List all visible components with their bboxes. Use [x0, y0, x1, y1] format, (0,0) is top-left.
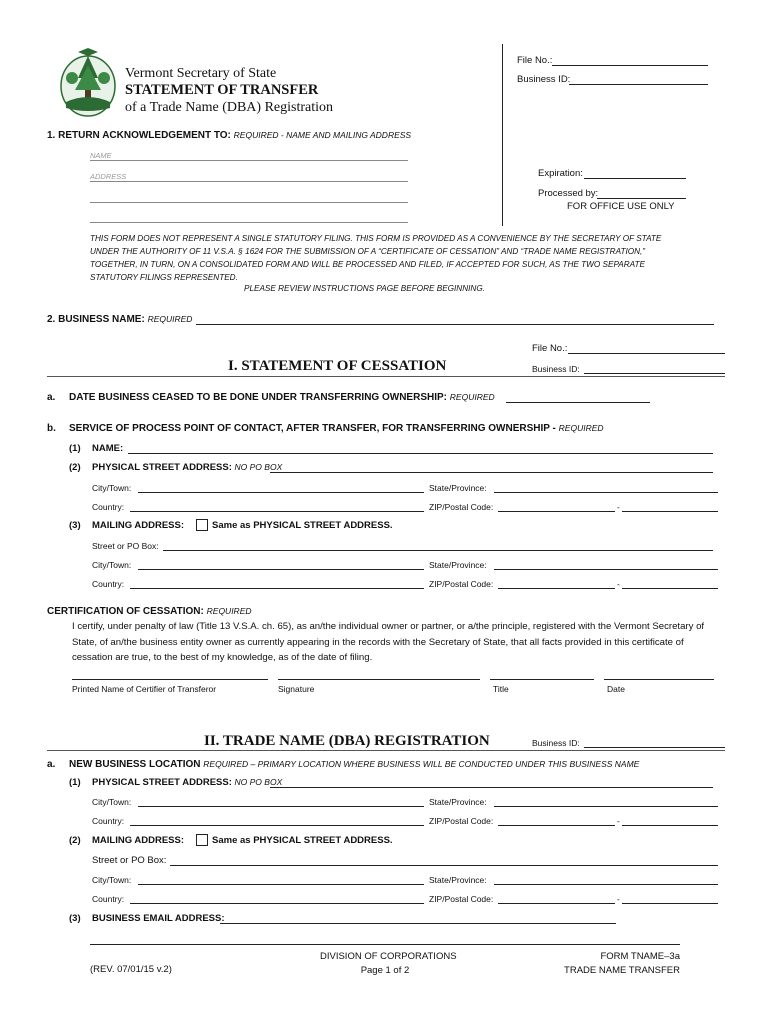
cessation-country2-label: Country: [92, 579, 125, 589]
cessation-a-letter: a. [47, 392, 56, 403]
cessation-file-no-field[interactable] [568, 353, 725, 354]
registration-a-heading [69, 759, 639, 770]
processed-by-label: Processed by: [538, 188, 599, 199]
cessation-zip-label: ZIP/Postal Code: [429, 502, 494, 512]
registration-zip-field[interactable] [498, 825, 615, 826]
cessation-country2-field[interactable] [130, 588, 424, 589]
sig-title-field[interactable] [490, 679, 594, 680]
cessation-city2-label: City/Town: [92, 560, 132, 570]
business-id-label: Business ID: [517, 74, 571, 85]
registration-business-id-field[interactable] [584, 747, 725, 748]
certification-note: REQUIRED [206, 606, 252, 616]
cessation-zip2-label: ZIP/Postal Code: [429, 579, 494, 589]
cessation-rule [47, 376, 725, 377]
registration-zip2-ext-field[interactable] [622, 903, 718, 904]
registration-same-as-checkbox[interactable] [196, 834, 208, 846]
registration-zip-ext-field[interactable] [622, 825, 718, 826]
return-address-field-2[interactable] [90, 202, 408, 203]
registration-zip2-dash: - [617, 894, 620, 904]
cessation-a-note: REQUIRED [449, 392, 495, 402]
certification-text: I certify, under penalty of law (Title 13 V.S.A. ch. 65), as an/the individual owner or partner, or a/the principle, registered with the Vermont Secretary of State, of an/the business entity owner as currently appearing in the records with the Secretary of State, that all facts provided in this certificate of cessation are true, to the best of my knowledge, as of the date of filing. [72, 621, 705, 663]
cessation-n1: (1) [69, 443, 81, 454]
cessation-zip-dash: - [617, 502, 620, 512]
registration-street-label: Street or PO Box: [92, 855, 167, 866]
cessation-city-label: City/Town: [92, 483, 132, 493]
sig-printed-field[interactable] [72, 679, 268, 680]
return-ack-heading [47, 130, 411, 141]
cessation-a-heading [69, 392, 495, 403]
registration-country-field[interactable] [130, 825, 424, 826]
cessation-same-as-label: Same as PHYSICAL STREET ADDRESS. [212, 520, 393, 531]
cessation-b-heading [69, 423, 604, 434]
certification-heading [47, 606, 252, 617]
cessation-name-label: NAME: [92, 443, 124, 454]
cessation-b-letter: b. [47, 423, 56, 434]
cessation-file-no-label: File No.: [532, 343, 568, 354]
business-name-label: 2. BUSINESS NAME: [47, 314, 145, 325]
registration-physical-heading [92, 777, 282, 788]
form-title: STATEMENT OF TRANSFER [125, 82, 319, 98]
registration-country-label: Country: [92, 816, 125, 826]
registration-state2-label: State/Province: [429, 875, 487, 885]
registration-city-field[interactable] [138, 806, 424, 807]
name-placeholder: NAME [90, 151, 112, 160]
cessation-business-id-field[interactable] [584, 373, 725, 374]
footer-page: Page 1 of 2 [360, 965, 410, 976]
cessation-city2-field[interactable] [138, 569, 424, 570]
registration-n1: (1) [69, 777, 81, 788]
registration-country2-field[interactable] [130, 903, 424, 904]
registration-city-label: City/Town: [92, 797, 132, 807]
registration-email-field[interactable] [220, 923, 616, 924]
registration-a-letter: a. [47, 759, 56, 770]
form-subtitle: of a Trade Name (DBA) Registration [125, 100, 334, 115]
business-name-note: REQUIRED [147, 314, 193, 324]
cessation-state2-label: State/Province: [429, 560, 487, 570]
cessation-state-field[interactable] [494, 492, 718, 493]
cessation-city-field[interactable] [138, 492, 424, 493]
footer-rule [90, 944, 680, 945]
state-seal-icon [58, 48, 118, 120]
registration-n3: (3) [69, 913, 81, 924]
registration-a-label: NEW BUSINESS LOCATION [69, 759, 201, 770]
registration-zip2-label: ZIP/Postal Code: [429, 894, 494, 904]
registration-street-field[interactable] [170, 865, 718, 866]
business-name-heading [47, 314, 192, 325]
cessation-zip2-field[interactable] [498, 588, 615, 589]
disclaimer-text: THIS FORM DOES NOT REPRESENT A SINGLE STATUTORY FILING. THIS FORM IS PROVIDED AS A CONVENIENCE BY THE SECRETARY OF STATE UNDER THE AUTHORITY OF 11 V.S.A. § 1624 FOR THE SUBMISSION OF A “CERTIFICATE OF CESSATION” AND “TRADE NAME REGISTRATION,” TOGETHER, IN TURN, ON A CONSOLIDATED FORM AND WILL BE PROCESSED AND FILED, IF ACCEPTED FOR SUCH, AS THE TWO SEPARATE STATUTORY FILINGS REPRESENTED. [90, 234, 662, 282]
address-placeholder: ADDRESS [90, 172, 127, 181]
registration-country2-label: Country: [92, 894, 125, 904]
cessation-n3: (3) [69, 520, 81, 531]
sig-title-label: Title [493, 684, 509, 694]
cessation-street-field[interactable] [163, 550, 713, 551]
registration-mailing-label: MAILING ADDRESS: [92, 835, 185, 846]
business-id-field[interactable] [569, 84, 708, 85]
registration-physical-label: PHYSICAL STREET ADDRESS: [92, 777, 232, 788]
cessation-b-note: REQUIRED [558, 423, 604, 433]
cessation-title: I. STATEMENT OF CESSATION [228, 358, 447, 374]
registration-zip2-field[interactable] [498, 903, 615, 904]
registration-state-field[interactable] [494, 806, 718, 807]
file-no-field[interactable] [552, 65, 708, 66]
return-ack-note: REQUIRED - NAME AND MAILING ADDRESS [233, 130, 412, 140]
cessation-mailing-label: MAILING ADDRESS: [92, 520, 185, 531]
registration-physical-field[interactable] [270, 787, 713, 788]
registration-n2: (2) [69, 835, 81, 846]
cessation-physical-label: PHYSICAL STREET ADDRESS: [92, 462, 232, 473]
sig-date-field[interactable] [604, 679, 714, 680]
cessation-n2: (2) [69, 462, 81, 473]
sig-signature-label: Signature [278, 684, 315, 694]
org-name: Vermont Secretary of State [125, 66, 277, 81]
cessation-physical-field[interactable] [270, 472, 713, 473]
sig-printed-label: Printed Name of Certifier of Transferor [72, 684, 217, 694]
registration-physical-note: NO PO BOX [234, 777, 283, 787]
cessation-street-label: Street or PO Box: [92, 541, 159, 551]
cessation-zip2-dash: - [617, 579, 620, 589]
cessation-b-label: SERVICE OF PROCESS POINT OF CONTACT, AFTER TRANSFER, FOR TRANSFERRING OWNERSHIP - [69, 423, 556, 434]
review-instructions: PLEASE REVIEW INSTRUCTIONS PAGE BEFORE BEGINNING. [244, 284, 485, 293]
date-ceased-field[interactable] [506, 402, 650, 403]
footer-rev: (REV. 07/01/15 v.2) [90, 964, 172, 975]
registration-rule [47, 750, 725, 751]
return-address-field-1[interactable] [90, 181, 408, 182]
registration-same-as-label: Same as PHYSICAL STREET ADDRESS. [212, 835, 393, 846]
certification-label: CERTIFICATION OF CESSATION: [47, 606, 204, 617]
footer-division: DIVISION OF CORPORATIONS [320, 951, 457, 962]
business-name-field[interactable] [196, 324, 714, 325]
cessation-country-label: Country: [92, 502, 125, 512]
expiration-label: Expiration: [538, 168, 583, 179]
file-no-label: File No.: [517, 55, 553, 66]
footer-form-no: FORM TNAME–3a [600, 951, 680, 962]
return-ack-label: 1. RETURN ACKNOWLEDGEMENT TO: [47, 130, 231, 141]
return-name-field[interactable] [90, 160, 408, 161]
registration-zip-label: ZIP/Postal Code: [429, 816, 494, 826]
registration-title: II. TRADE NAME (DBA) REGISTRATION [204, 733, 490, 749]
sig-signature-field[interactable] [278, 679, 480, 680]
processed-by-field[interactable] [597, 198, 686, 199]
registration-city2-label: City/Town: [92, 875, 132, 885]
office-use-divider [502, 44, 503, 226]
cessation-zip-ext-field[interactable] [622, 511, 718, 512]
registration-business-id-label: Business ID: [532, 738, 580, 748]
registration-state2-field[interactable] [494, 884, 718, 885]
cessation-state2-field[interactable] [494, 569, 718, 570]
registration-a-note: REQUIRED – PRIMARY LOCATION WHERE BUSINESS WILL BE CONDUCTED UNDER THIS BUSINESS NAME [203, 759, 640, 769]
return-address-field-3[interactable] [90, 222, 408, 223]
cessation-name-field[interactable] [128, 453, 713, 454]
registration-email-label: BUSINESS EMAIL ADDRESS: [92, 913, 225, 924]
cessation-business-id-label: Business ID: [532, 364, 580, 374]
cessation-physical-note: NO PO BOX [234, 462, 283, 472]
cessation-physical-heading [92, 462, 282, 473]
sig-date-label: Date [607, 684, 625, 694]
cessation-country-field[interactable] [130, 511, 424, 512]
registration-zip-dash: - [617, 816, 620, 826]
cessation-a-label: DATE BUSINESS CEASED TO BE DONE UNDER TRANSFERRING OWNERSHIP: [69, 392, 447, 403]
cessation-zip-field[interactable] [498, 511, 615, 512]
footer-form-name: TRADE NAME TRANSFER [564, 965, 680, 976]
cessation-zip2-ext-field[interactable] [622, 588, 718, 589]
cessation-same-as-checkbox[interactable] [196, 519, 208, 531]
office-use-label: FOR OFFICE USE ONLY [567, 201, 675, 212]
registration-city2-field[interactable] [138, 884, 424, 885]
cessation-state-label: State/Province: [429, 483, 487, 493]
expiration-field[interactable] [584, 178, 686, 179]
registration-state-label: State/Province: [429, 797, 487, 807]
